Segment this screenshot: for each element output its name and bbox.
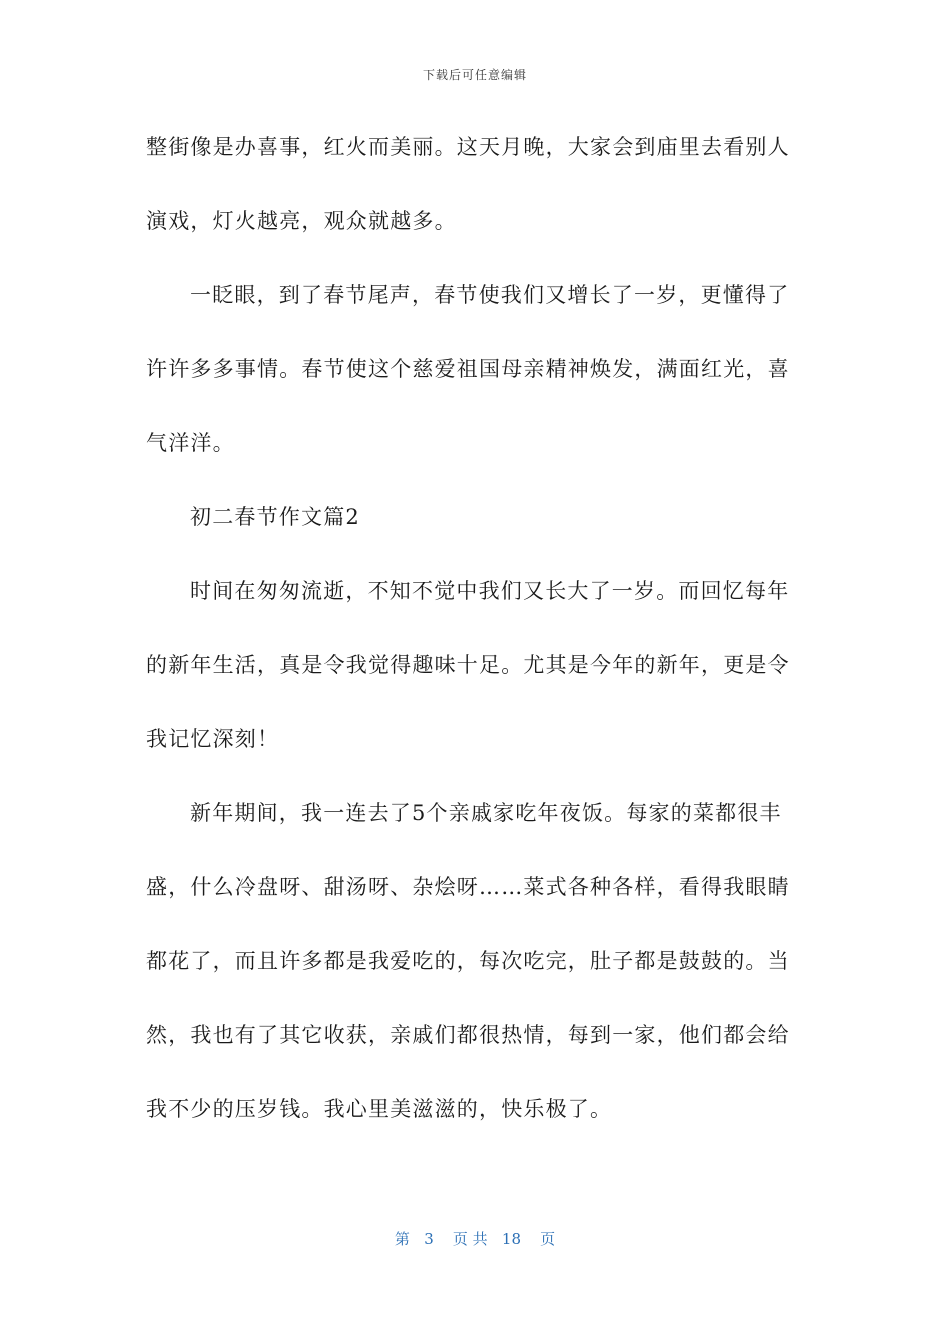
text-line: 都花了，而且许多都是我爱吃的，每次吃完，肚子都是鼓鼓的。当 — [146, 949, 790, 973]
document-body — [146, 124, 796, 1160]
text-line: 盛，什么冷盘呀、甜汤呀、杂烩呀……菜式各种各样，看得我眼睛 — [146, 875, 790, 899]
text-line: 气洋洋。 — [146, 431, 235, 455]
total-pages-number: 18 — [501, 1230, 522, 1248]
text-line: 演戏，灯火越亮，观众就越多。 — [146, 209, 457, 233]
section-heading: 初二春节作文篇2 — [190, 505, 360, 529]
header-note: 下载后可任意编辑 — [422, 68, 527, 82]
footer-label-of: 页 共 — [452, 1230, 488, 1248]
text-line: 许许多多事情。春节使这个慈爱祖国母亲精神焕发，满面红光，喜 — [146, 357, 790, 381]
text-line: 我记忆深刻！ — [146, 727, 280, 751]
text-line: 的新年生活，真是令我觉得趣味十足。尤其是今年的新年，更是令 — [146, 653, 790, 677]
text-line: 我不少的压岁钱。我心里美滋滋的，快乐极了。 — [146, 1097, 613, 1121]
text-line: 整街像是办喜事，红火而美丽。这天月晚，大家会到庙里去看别人 — [146, 135, 790, 159]
paragraph-start: 时间在匆匆流逝，不知不觉中我们又长大了一岁。而回忆每年 — [190, 579, 790, 603]
footer-label-end: 页 — [540, 1230, 556, 1248]
text-line: 然，我也有了其它收获，亲戚们都很热情，每到一家，他们都会给 — [146, 1023, 790, 1047]
paragraph-start: 一眨眼，到了春节尾声，春节使我们又增长了一岁，更懂得了 — [190, 283, 790, 307]
paragraph-start: 新年期间，我一连去了5个亲戚家吃年夜饭。每家的菜都很丰 — [190, 801, 782, 825]
page-footer — [0, 1228, 950, 1249]
current-page-number: 3 — [424, 1230, 434, 1248]
footer-label-page: 第 — [394, 1230, 410, 1248]
